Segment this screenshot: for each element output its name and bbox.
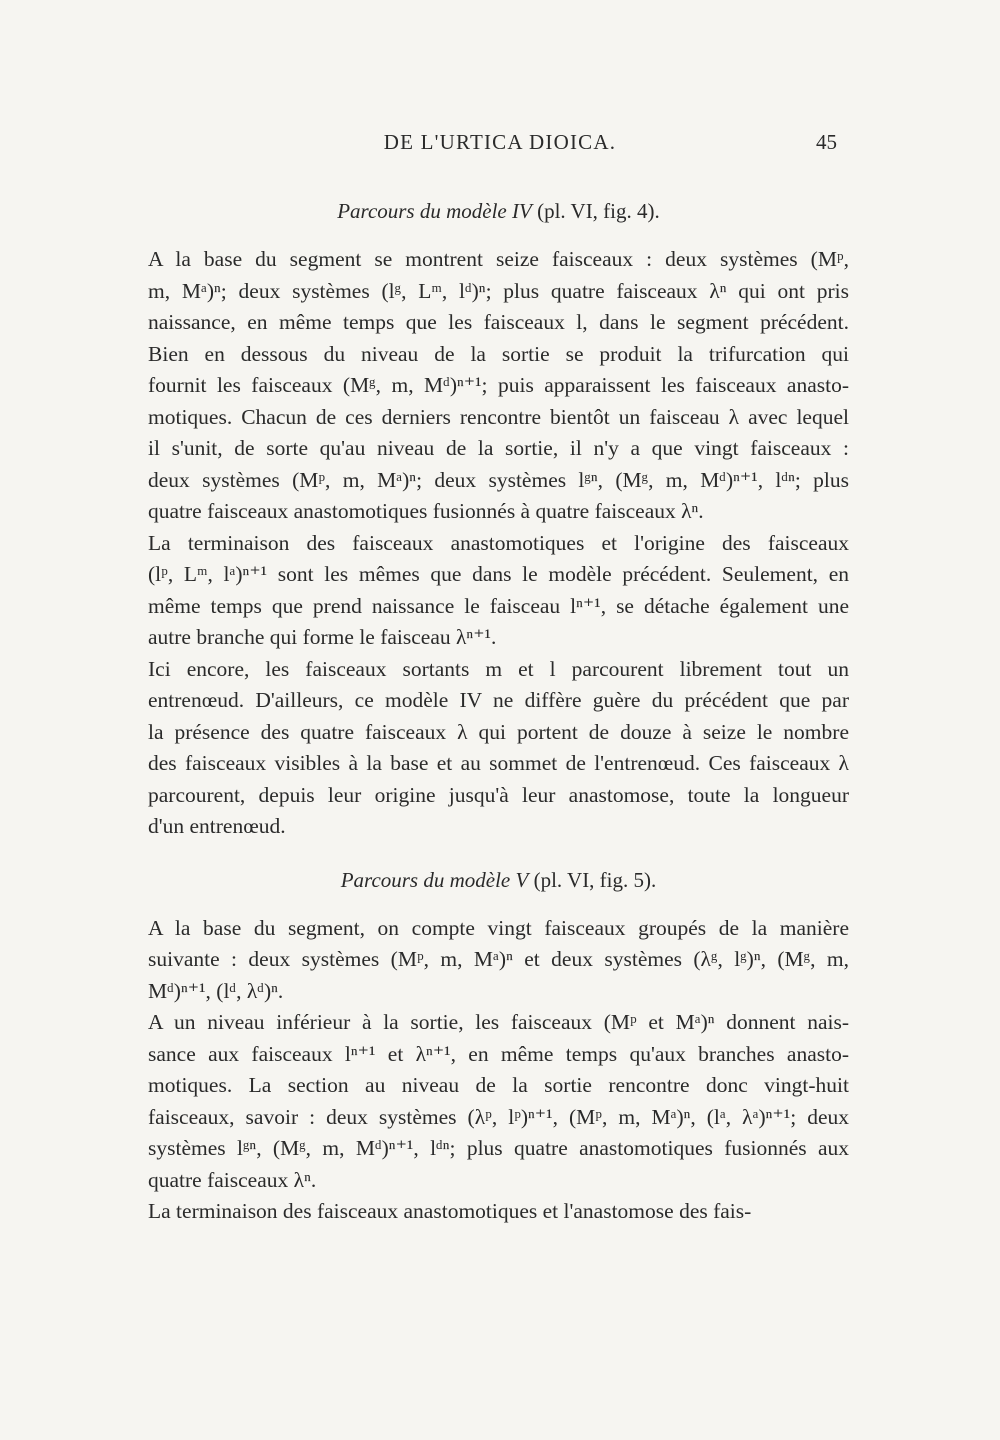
text-line: autre branche qui forme le faisceau λⁿ⁺¹.	[148, 625, 497, 649]
text-line: même temps que prend naissance le faisceau lⁿ⁺¹, se détache également une	[148, 593, 849, 618]
text-line: Bien en dessous du niveau de la sortie se produit la trifurcation qui	[148, 341, 849, 366]
text-line: d'un entrenœud.	[148, 814, 286, 838]
text-line: il s'unit, de sorte qu'au niveau de la sortie, il n'y a que vingt faisceaux :	[148, 436, 849, 460]
text-line: Ici encore, les faisceaux sortants m et l parcourent librement tout un	[148, 656, 849, 681]
section-heading	[148, 196, 849, 227]
text-line: motiques. Chacun de ces derniers rencontre bientôt un faisceau λ avec lequel	[148, 404, 849, 429]
text-line: fournit les faisceaux (Mᵍ, m, Mᵈ)ⁿ⁺¹; puis apparaissent les faisceaux anasto-	[148, 373, 849, 397]
body-text	[148, 196, 849, 1228]
text-line: naissance, en même temps que les faisceaux l, dans le segment précédent.	[148, 310, 849, 334]
text-line: suivante : deux systèmes (Mᵖ, m, Mᵃ)ⁿ et deux systèmes (λᵍ, lᵍ)ⁿ, (Mᵍ, m,	[148, 947, 849, 971]
section-heading-title: Parcours du modèle V	[340, 867, 529, 892]
section-heading-title: Parcours du modèle IV	[337, 199, 532, 223]
text-line: m, Mᵃ)ⁿ; deux systèmes (lᵍ, Lᵐ, lᵈ)ⁿ; plus quatre faisceaux λⁿ qui ont pris	[148, 278, 849, 303]
text-line: des faisceaux visibles à la base et au sommet de l'entrenœud. Ces faisceaux λ	[148, 751, 849, 775]
text-line: systèmes lᵍⁿ, (Mᵍ, m, Mᵈ)ⁿ⁺¹, lᵈⁿ; plus quatre anastomotiques fusionnés aux	[148, 1136, 849, 1160]
text-line: quatre faisceaux λⁿ.	[148, 1167, 317, 1192]
text-line: A la base du segment, on compte vingt faisceaux groupés de la manière	[148, 915, 849, 940]
page-header	[0, 130, 1000, 160]
text-line: Mᵈ)ⁿ⁺¹, (lᵈ, λᵈ)ⁿ.	[148, 978, 284, 1003]
text-line: A un niveau inférieur à la sortie, les faisceaux (Mᵖ et Mᵃ)ⁿ donnent nais-	[148, 1010, 849, 1034]
text-line: La terminaison des faisceaux anastomotiques et l'origine des faisceaux	[148, 530, 849, 555]
text-line: faisceaux, savoir : deux systèmes (λᵖ, lᵖ)ⁿ⁺¹, (Mᵖ, m, Mᵃ)ⁿ, (lᵃ, λᵃ)ⁿ⁺¹; deux	[148, 1104, 849, 1129]
section-heading	[148, 865, 849, 896]
section-heading-reference: (pl. VI, fig. 5).	[528, 867, 657, 892]
text-line: quatre faisceaux anastomotiques fusionnés à quatre faisceaux λⁿ.	[148, 499, 704, 523]
text-line: (lᵖ, Lᵐ, lᵃ)ⁿ⁺¹ sont les mêmes que dans le modèle précédent. Seulement, en	[148, 562, 849, 586]
section-heading-reference: (pl. VI, fig. 4).	[531, 199, 660, 223]
page-number: 45	[816, 130, 837, 154]
text-line: A la base du segment se montrent seize faisceaux : deux systèmes (Mᵖ,	[148, 247, 849, 271]
running-title: DE L'URTICA DIOICA.	[383, 130, 617, 154]
text-line: parcourent, depuis leur origine jusqu'à leur anastomose, toute la longueur	[148, 782, 849, 807]
text-line: la présence des quatre faisceaux λ qui portent de douze à seize le nombre	[148, 719, 849, 744]
text-line: sance aux faisceaux lⁿ⁺¹ et λⁿ⁺¹, en même temps qu'aux branches anasto-	[148, 1041, 849, 1066]
text-line: motiques. La section au niveau de la sortie rencontre donc vingt-huit	[148, 1073, 849, 1097]
text-line: La terminaison des faisceaux anastomotiques et l'anastomose des fais-	[148, 1199, 752, 1223]
text-line: entrenœud. D'ailleurs, ce modèle IV ne diffère guère du précédent que par	[148, 688, 849, 712]
text-line: deux systèmes (Mᵖ, m, Mᵃ)ⁿ; deux systèmes lᵍⁿ, (Mᵍ, m, Mᵈ)ⁿ⁺¹, lᵈⁿ; plus	[148, 467, 849, 492]
